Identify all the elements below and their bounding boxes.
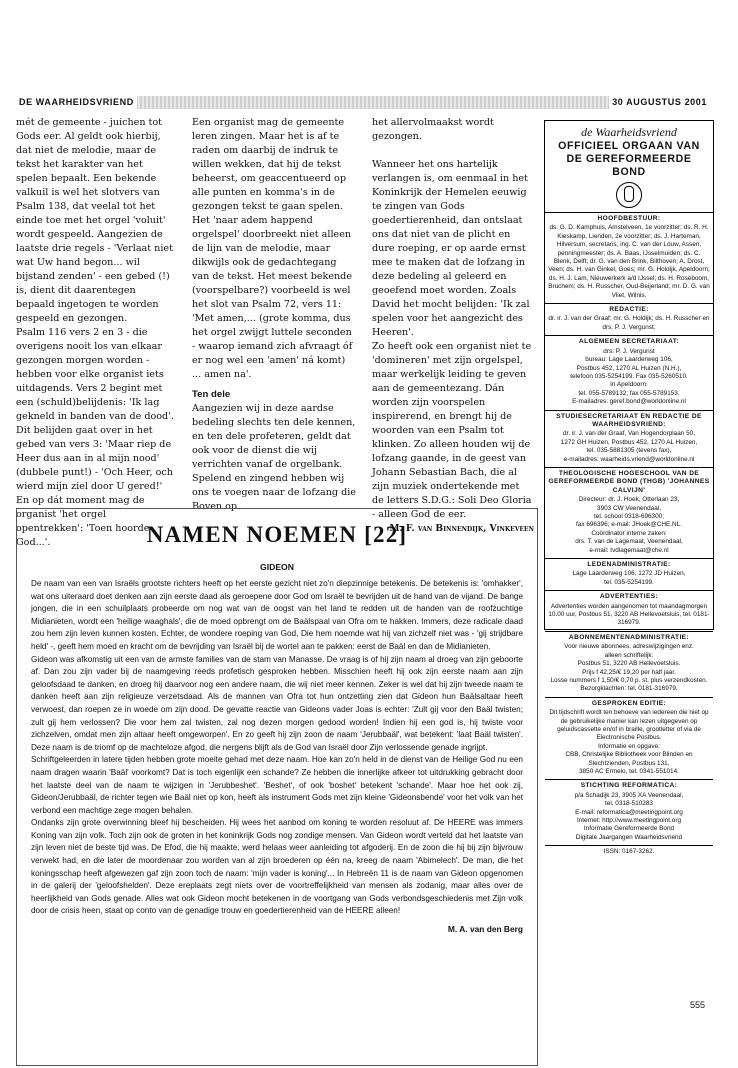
namen-noemen-box	[16, 508, 538, 1066]
article-column-1	[16, 116, 176, 550]
box-subtitle: GIDEON	[260, 562, 294, 572]
paragraph: Zo heeft ook een organist niet te 'domineren' met zijn orgelspel, maar werkelijk leiding te geven aan de gemeentezang. Dán worden zijn voorspelen inspirerend, en brengt hij de woorden van een Psalm tot klinken. Zo alleen houden wij de lofzang gaande, in de geest van Johann Sebastian Bach, die al zijn muziek ondertekende met de letters S.D.G.: Soli Deo Gloria - alleen God de eer.	[372, 341, 532, 520]
colophon-section: REDACTIE: dr. ir. J. van der Graaf; mr. G. Holdijk; ds. H. Russcher en drs. P. J. Vergunst.	[545, 303, 713, 335]
colophon-section: HOOFDBESTUUR: ds. G. D. Kamphuis, Amstelveen, 1e voorzitter; ds. R. H. Kieskamp, Lienden, 2e voorzitter; ds. J. Harteman, Hilversum, secretaris; ing. C. van der Louw, Assen, penningmeester; ds. A. Baas, IJsselmuiden; ds. C. Blenk, Delft; dr. G. van den Brink, Bilthoven; A. Drost, Veen; ds. H. van Ginkel, Goes; mr. G. Holdijk, Apeldoorn; ds. H. J. Lam, Nieuwerkerk a/d IJssel; ds. H. Roseboom, Bruchem; ds. H. Russcher, Oud-Beijerland; mr. D. G. van Vliet, Wilnis.	[545, 212, 713, 303]
author-signature: M. F. van Binnendijk, Vinkeveen	[389, 523, 534, 534]
paragraph: Schriftgeleerden in latere tijden hebben grote moeite gehad met deze naam. Hoe kan zo'n held in de dienst van de Heilige God nu een naam dragen waarin 'Baäl' voorkomt? Dat is toch eigenlijk een schande? Ze hebben die innerlijke afkeer tot uitdrukking gebracht door het laatste deel van de naam te wijzigen in 'Jerubbeshet'. 'Beshet', of ook 'boshet' betekent 'schande'. Maar hoe het ook zij, Gideon/Jerubbaäl, de richter tegen wie Baäl niet op kon, heeft als instrument Gods met zijn kleine 'Gideonsbende' voor het volk van het verbond een machtige zege mogen behalen.	[31, 755, 523, 815]
box-title: NAMEN NOEMEN [22]	[146, 522, 408, 547]
sidebar-subtitle: OFFICIEEL ORGAAN VAN DE GEREFORMEERDE BOND	[558, 140, 700, 178]
paragraph: En op dát moment mag de organist 'het orgel opentrekken': 'Toen hoorde God...'.	[16, 495, 150, 548]
running-header	[16, 96, 710, 109]
subheading: Ten dele	[192, 389, 231, 400]
issn: ISSN: 0167-3262.	[545, 845, 713, 859]
article-column-3	[372, 116, 534, 536]
paragraph: Een organist mag de gemeente leren zingen. Maar het is af te raden om daarbij de indruk te willen wekken, dat hij de tekst beheerst, om geaccentueerd op alle punten en komma's in de gezongen tekst te gaan spelen. Het 'naar adem happend orgelspel' doorbreekt niet alleen de lijn van de melodie, maar dikwijls ook de gedachtegang van de tekst. Het meest bekende (voorspelbare?) voorbeeld is wel het slot van Psalm 72, vers 11: 'Met amen,... (grote komma, dus het orgel zwijgt luttele seconden - waarop iemand zich afvraagt óf er nog wel een 'amen' ná komt) ... amen na'.	[192, 117, 353, 380]
colophon-section: STUDIESECRETARIAAT EN REDACTIE DE WAARHEIDSVRIEND: dr. ir. J. van der Graaf, Van Hogendorplaan 50, 1272 GH Huizen, Postbus 452, 1270 AL Huizen, tel. 035-5881305 (tevens fax), e-mailadres: waarheids.vriend@worldonline.nl	[545, 410, 713, 467]
colophon-section: LEDENADMINISTRATIE: Lage Laarderweg 106, 1272 JD Huizen, tel. 035-5254199.	[545, 558, 713, 590]
colophon-section: ABONNEMENTENADMINISTRATIE: Voor nieuwe abonnees, adreswijzigingen enz. alleen schriftelijk: Postbus 51, 3220 AB Hellevoetsluis. Prijs f 42,25/€ 19,20 per half jaar. Losse nummers f 1,50/€ 0,70 p. st. plus verzendkosten. Bezorgklachten: tel. 0181-316979.	[545, 631, 713, 697]
colophon-section: THEOLOGISCHE HOGESCHOOL VAN DE GEREFORMEERDE BOND (THGB) 'JOHANNES CALVIJN' Directeur: dr. J. Hoek, Otterlaan 23, 3903 CW Veenendaal, tel. school 0318-696300; fax 696396; e-mail: JHoek@CHE.NL. Coördinator interne zaken: drs. T. van de Lagemaat, Veenendaal, e-mail: tvdlagemaat@che.nl	[545, 467, 713, 558]
paragraph: Spelend en zingend hebben wij ons te voegen naar de lofzang die Boven op	[192, 473, 356, 512]
paragraph: De naam van een van Israëls grootste richters heeft op het eerste gezicht niet zo'n diepzinnige betekenis. De betekenis is: 'omhakker', wat ons uiteraard doet denken aan zijn eerste daad als geroepene door God om Israël te bevrijden uit de hand van de vijand. De bange jongen, die in een schuilplaats probeerde om nog wat van de oogst van het land te redden uit de handen van de roofzuchtige Midianieten, wordt een 'heilige waaghals', die de moed opbrengt om de Baälspaal van Ofra om te hakken. Immers, deze radicale daad zou hem zijn leven kunnen kosten. Echter, de wondere roeping van God, Die hem noemde wat hij van zichzelf niet was - 'gij strijdbare held' -, geeft hem moed en kracht om de bevrijding van Israël bij de wortel aan te pakken: eerst de Baäl en dan de Midianieten.	[31, 579, 523, 651]
colophon-section: ALGEMEEN SECRETARIAAT: drs. P. J. Vergunst bureau: Lage Laarderweg 106, Postbus 452, 1270 AL Huizen (N.H.), telefoon 035-5254199. Fax 035-5260510. In Apeldoorn: tel. 055-5789132; fax 055-5789153. E-mailadres: geref.bond@worldonline.nl	[545, 335, 713, 409]
bond-logo-icon	[616, 182, 642, 208]
paragraph: mét de gemeente - juichen tot Gods eer. Al geldt ook hierbij, dat niet de melodie, maar de tekst het karakter van het spelen bepaalt. Een bekende valkuil is wel het slotvers van Psalm 138, dat veelal tot het einde toe met het orgel 'voluit' wordt gespeeld. Aangezien de laatste drie regels - 'Verlaat niet wat Uw hand begon... wil bijstand zenden' - een gebed (!) is, dient dit daarentegen bepaald ingetogen te worden gespeeld en gezongen.	[16, 117, 173, 324]
box-signature: M. A. van den Berg	[447, 924, 523, 935]
paragraph: het allervolmaakst wordt gezongen.	[372, 117, 494, 142]
sidebar-title: de Waarheidsvriend	[581, 125, 677, 139]
header-date: 30 AUGUSTUS 2001	[609, 96, 710, 109]
paragraph: Ondanks zijn grote overwinning bleef hij bescheiden. Hij wees het aanbod om koning te worden resoluut af. De HEERE was immers Koning van zijn volk. Toch zijn ook de groten in het koninkrijk Gods nog zondige mensen. Van Gideon wordt verteld dat het laatste van zijn leven niet de beste tijd was. De Efod, die hij maakte, werd helaas weer aanleiding tot afgoderij. En de zoon die hij bij zijn bijvrouw verwekt had, en die later de moordenaar zou worden van al zijn broederen op één na, kreeg de naam 'Abimelech'. De man, die het koningsschap heeft afgewezen gaf zijn zoon toch de naam: 'mijn vader is koning'... In Hebreën 11 is de naam van Gideon opgenomen in de galerij der 'geloofshelden'. Deze ereplaats zegt niets over de voortreffelijkheid van mensen als zodanig, maar alles over de heerlijkheid van Gods genade. Alles wat ook Gideon mocht betekenen in de voortgang van Gods verbondsgeschiedenis met Zijn volk door de crisis heen, staat op conto van de genadige trouw en goedertierenheid van de HEERE alleen!	[31, 818, 523, 916]
paragraph: Psalm 116 vers 2 en 3 - die overigens nooit los van elkaar gezongen morgen worden - hebben voor elke organist iets uitdagends. Vers 2 begint met een (schuld)belijdenis: 'Ik lag gekneld in banden van de dood'. Dit belijden gaat over in het gebed van vers 3: 'Maar riep de Heer dus aan in al mijn nood' (dubbele punt!) - 'Och Heer, och wierd mijn ziel door U gered!'	[16, 327, 174, 492]
paragraph: Aangezien wij in deze aardse bedeling slechts ten dele kennen, en ten dele profeteren, geldt dat ook voor de dienst die wij verrichten vanaf de orgelbank.	[192, 403, 356, 470]
colophon-section: GESPROKEN EDITIE: Dit tijdschrift wordt ten behoeve van iedereen die niet op de gebruikelijke manier kan lezen uitgegeven op geluidscassette en/of in braille, grootletter of via de Electronische Postbus. Informatie en opgave: CBB, Christelijke Bibliotheek voor Blinden en Slechtzienden, Postbus 131, 3850 AC Ermelo, tel. 0341-551014.	[545, 697, 713, 780]
colophon-section: STICHTING REFORMATICA: p/a Schadijk 23, 3905 XA Veenendaal, tel. 0318-510283 E-mail: reformatica@meetingpoint.org Internet: http://www.meetingpoint.org Informatie Gereformeerde Bond Digitale Jaargangen Waarheidsvriend	[545, 779, 713, 845]
paragraph: Gideon was afkomstig uit een van de armste families van de stam van Manasse. De vraag is of hij zijn naam al droeg van zijn geboorte af. Dan zou zijn vader bij de naamgeving reeds profetisch gesproken hebben. Misschien heeft hij ook zijn eerste naam aan zijn geloofsdaad te danken, en droeg hij daarvoor nog een andere naam, die wij niet meer kennen. Zeker is wel dat hij zijn tweede naam te danken heeft aan zijn religieuze verzetsdaad. Als de mannen van Ofra tot hun ontzetting zien dat Gideon hun Baälsaltaar heeft verwoest, dan roepen ze in woede om zijn dood. De gevatte reactie van Gideons vader Joas is echter: 'Zult gij voor den Baäl twisten; zult gij hem verlossen? Die voor hem zal twisten, zal nog dezen morgen gedood worden! Indien hij een god is, hij twiste voor zichzelven, omdat men zijn altaar heeft omgeworpen'. En zo geeft hij zijn zoon de naam 'Jerubbaäl', wat betekent: 'laat Baäl twisten'. Deze naam is de triomf op de machteloze afgod, die nergens blijft als de God van Israël door Zijn verlossende genade ingrijpt.	[31, 654, 523, 752]
box-body	[17, 572, 537, 918]
colophon-sidebar	[544, 120, 714, 856]
page-number: 555	[690, 1000, 706, 1010]
paragraph: Wanneer het ons hartelijk verlangen is, om eenmaal in het Koninkrijk der Hemelen eeuwig te zingen van Gods goedertierenheid, dan ontslaat ons dat niet van de plicht en dure roeping, er op aarde ernst mee te maken dat de lofzang in deze bedeling al geleerd en geoefend moet worden. Zoals David het mocht belijden: 'Ik zal spelen voor het aangezicht des Heeren'.	[372, 159, 530, 338]
header-magazine: DE WAARHEIDSVRIEND	[16, 96, 137, 109]
article-column-2	[192, 116, 356, 514]
colophon-section: ADVERTENTIES: Advertenties worden aangenomen tot maandagmorgen 10.00 uur, Postbus 51, 3220 AB Hellevoetsluis, tel. 0181-316979.	[545, 590, 713, 631]
